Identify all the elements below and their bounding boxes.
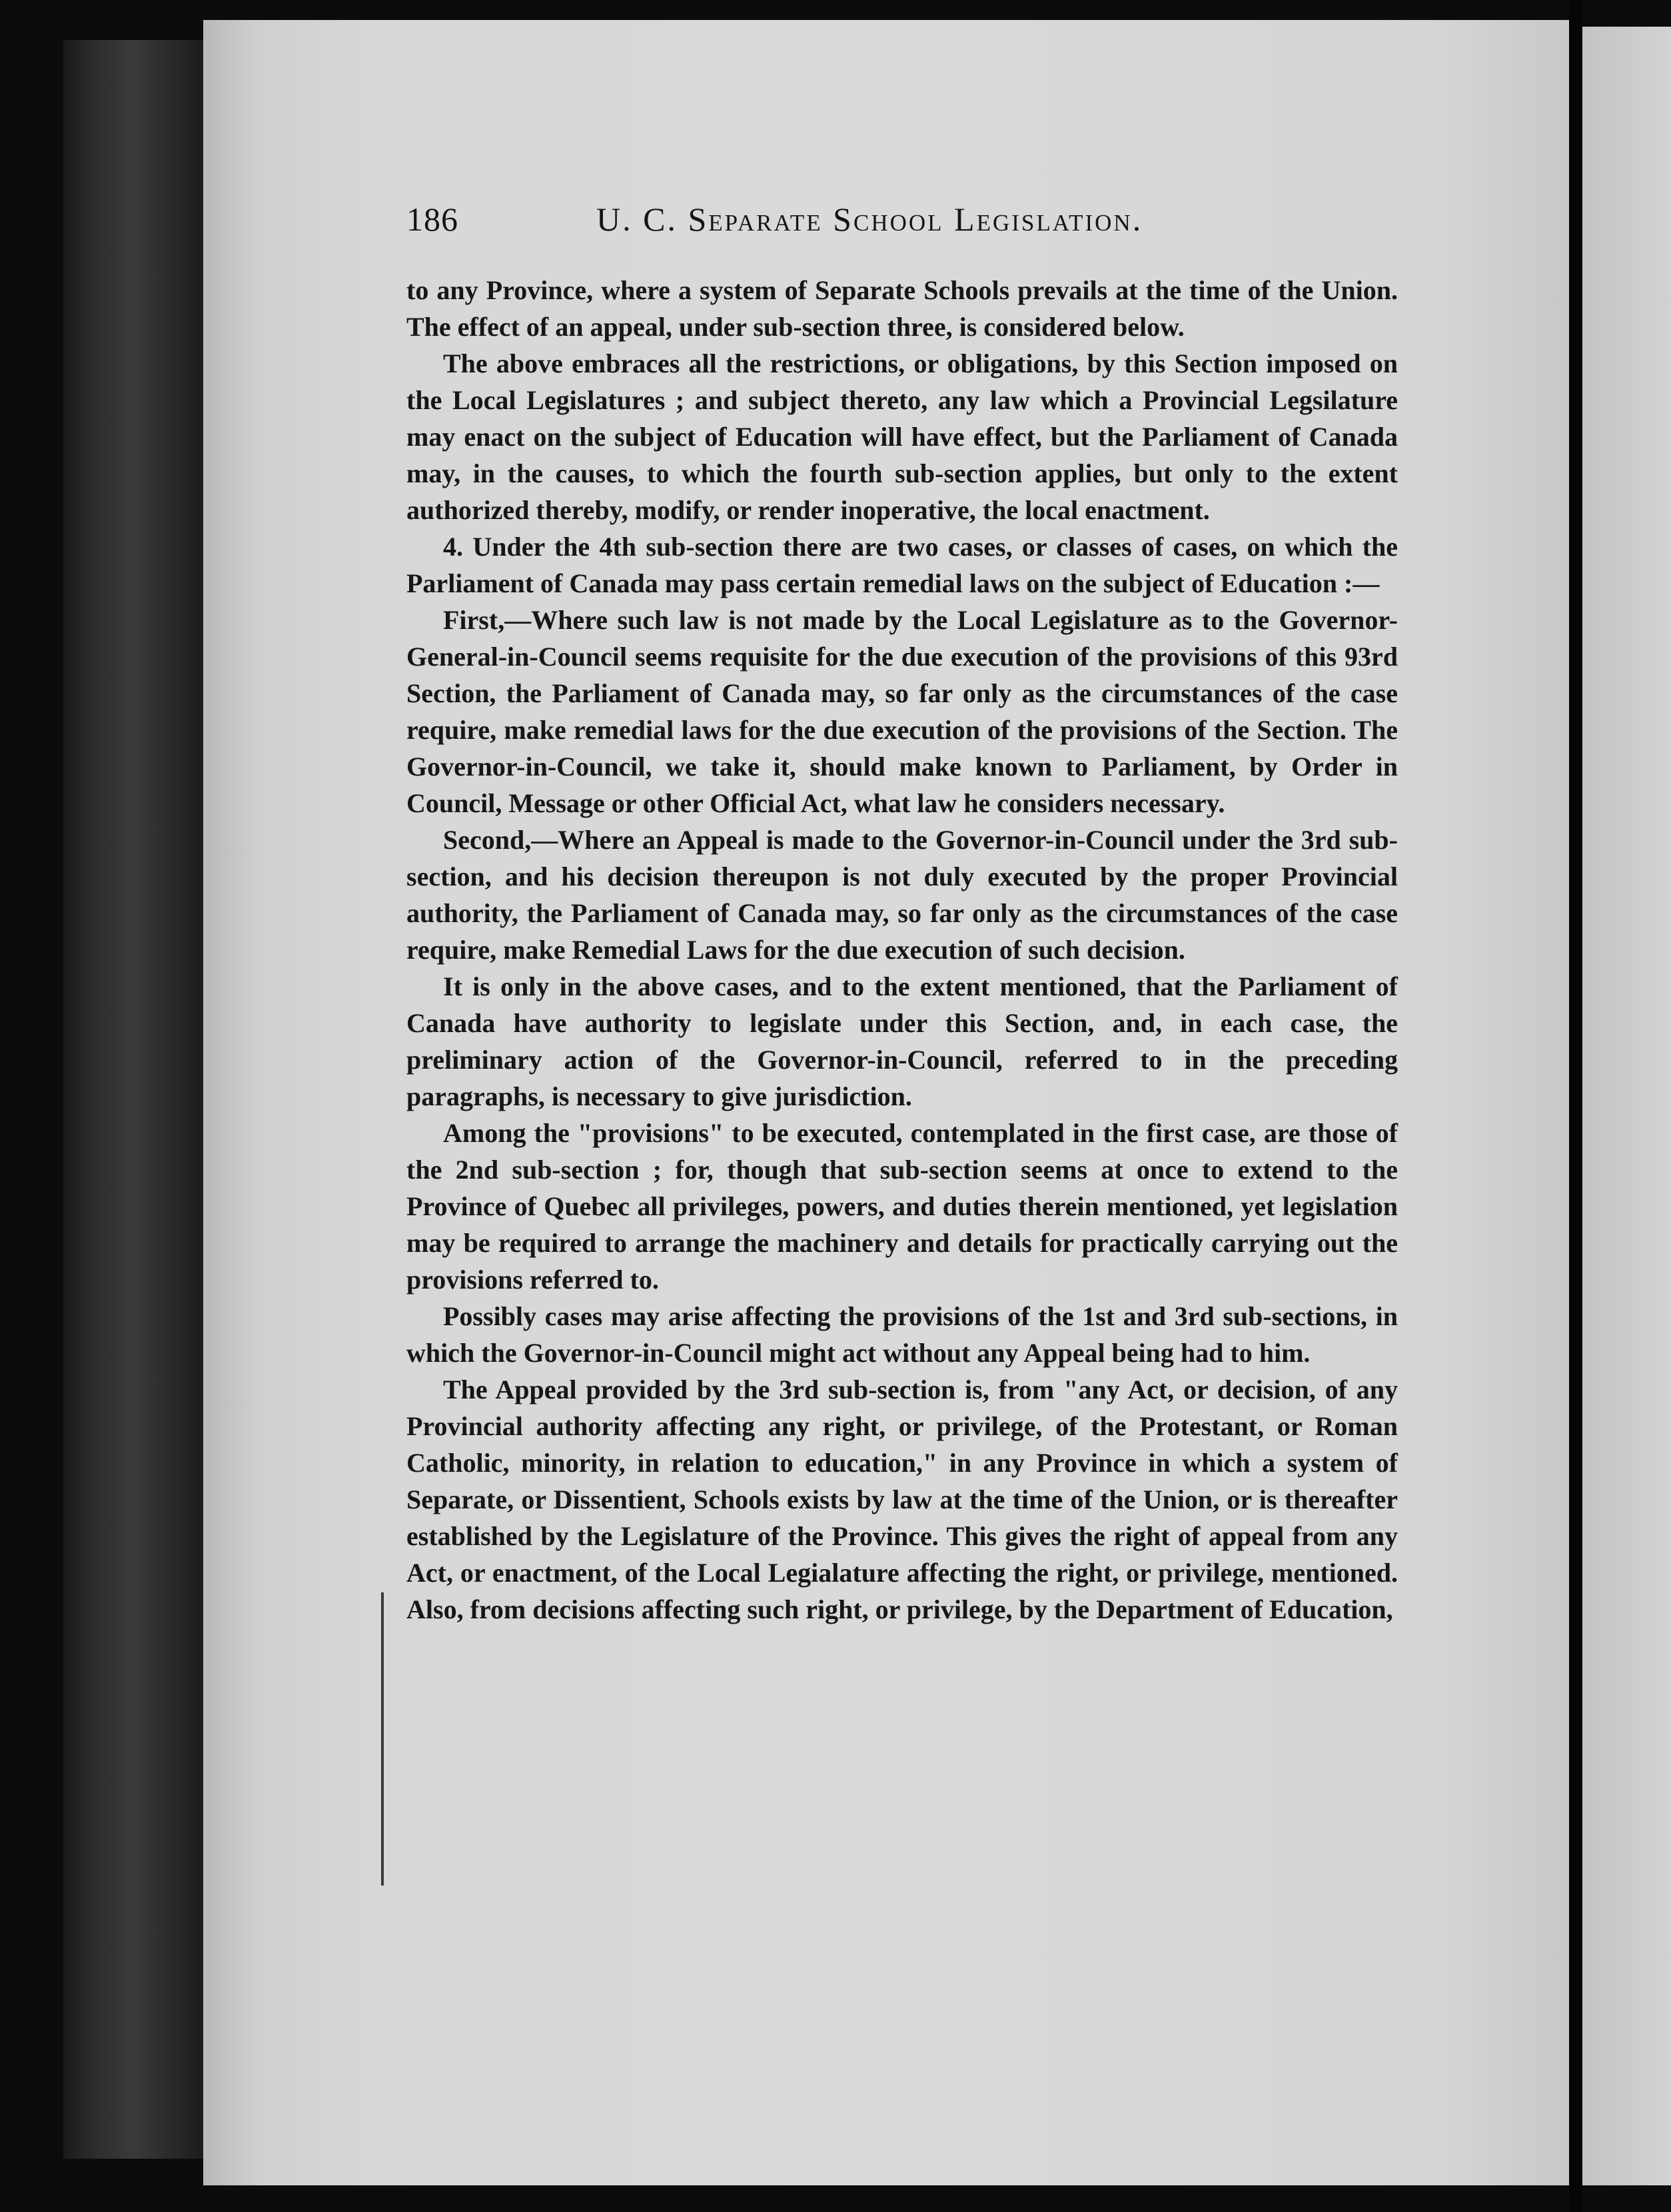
paragraph: It is only in the above cases, and to the extent mentioned, that the Parliament of Canada have authority to legislate under this Section, and, in each case, the preliminary action of the Governor-in-Council, referred to in the preceding paragraphs, is necessary to give jurisdiction. bbox=[406, 971, 1398, 1111]
paragraph: The above embraces all the restrictions, or obligations, by this Section imposed on the Local Legislatures ; and subject thereto, any law which a Provincial Legsilature may enact on the subject of Education will have effect, but the Parliament of Canada may, in the causes, to which the fourth sub-section applies, but only to the extent authorized thereby, modify, or render inoperative, the local enactment. bbox=[406, 348, 1398, 525]
paragraph: First,—Where such law is not made by the Local Legislature as to the Governor-General-in-Council seems requisite for the due execution of the provisions of this 93rd Section, the Parliament of Canada may, so far only as the circumstances of the case require, make remedial laws for the due execution of the provisions of the Section. The Governor-in-Council, we take it, should make known to Parliament, by Order in Council, Message or other Official Act, what law he considers necessary. bbox=[406, 605, 1398, 818]
paragraph: Second,—Where an Appeal is made to the Governor-in-Council under the 3rd sub-section, and his decision thereupon is not duly executed by the proper Provincial authority, the Parliament of Canada may, so far only as the circumstances of the case require, make Remedial Laws for the due execution of such decision. bbox=[406, 825, 1398, 965]
page-gutter-shadow bbox=[1569, 0, 1582, 2212]
running-head-title: U. C. Separate School Legislation. bbox=[596, 201, 1143, 238]
adjacent-page-edge bbox=[1582, 27, 1671, 2185]
page-number: 186 bbox=[406, 201, 458, 238]
paragraph: The Appeal provided by the 3rd sub-section is, from "any Act, or decision, of any Provincial authority affecting any right, or privilege, of the Protestant, or Roman Catholic, minority, in relation to education," in any Province in which a system of Separate, or Dissentient, Schools exists by law at the time of the Union, or is thereafter established by the Legislature of the Province. This gives the right of appeal from any Act, or enactment, of the Local Legialature affecting the right, or privilege, mentioned. Also, from decisions affecting such right, or privilege, by the Department of Education, bbox=[406, 1375, 1398, 1624]
paragraph: Possibly cases may arise affecting the provisions of the 1st and 3rd sub-sections, in which the Governor-in-Council might act without any Appeal being had to him. bbox=[406, 1301, 1398, 1368]
paragraph: 4. Under the 4th sub-section there are two cases, or classes of cases, on which the Parliament of Canada may pass certain remedial laws on the subject of Education :— bbox=[406, 532, 1398, 598]
paragraph: Among the "provisions" to be executed, contemplated in the first case, are those of the 2nd sub-section ; for, though that sub-section seems at once to extend to the Province of Quebec all privileges, powers, and duties therein mentioned, yet legislation may be required to arrange the machinery and details for practically carrying out the provisions referred to. bbox=[406, 1118, 1398, 1295]
paragraph: to any Province, where a system of Separate Schools prevails at the time of the Union. The effect of an appeal, under sub-section three, is considered below. bbox=[406, 275, 1398, 342]
body-text bbox=[406, 272, 1398, 1628]
book-spine-edge bbox=[63, 40, 203, 2159]
running-header bbox=[406, 200, 1406, 253]
margin-pencil-mark bbox=[381, 1592, 384, 1886]
